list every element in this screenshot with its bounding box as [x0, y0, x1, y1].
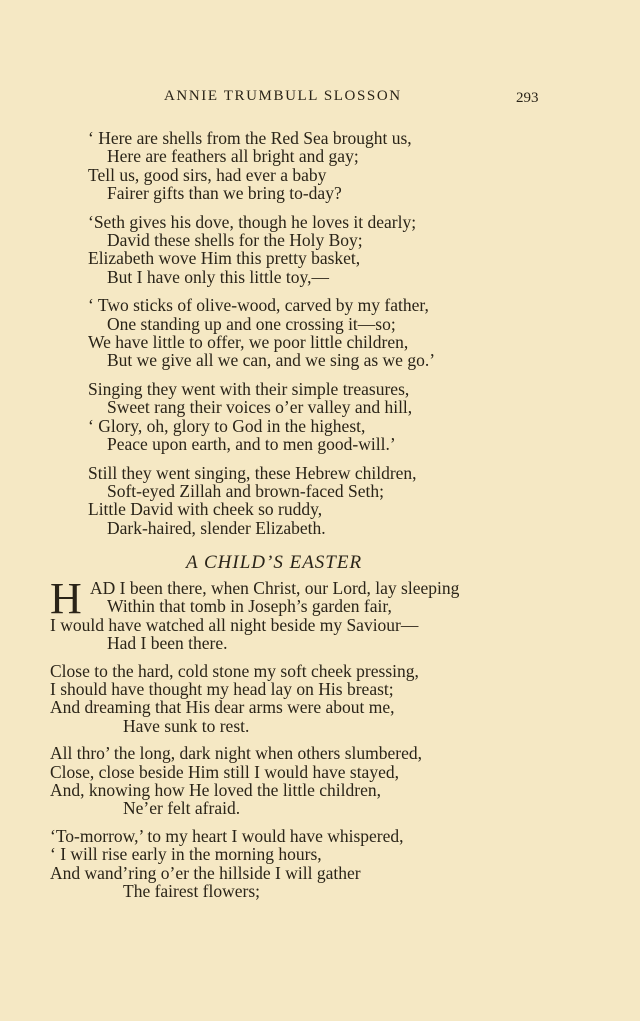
- verse-line: Still they went singing, these Hebrew children,: [88, 462, 417, 483]
- verse-line: Dark-haired, slender Elizabeth.: [107, 517, 326, 538]
- verse-line: Fairer gifts than we bring to-day?: [107, 183, 342, 204]
- verse-line: Have sunk to rest.: [123, 715, 250, 736]
- stanza: [0, 744, 640, 818]
- verse-line: Peace upon earth, and to men good-will.’: [107, 434, 396, 455]
- stanza: [0, 213, 640, 287]
- verse-line: Elizabeth wove Him this pretty basket,: [88, 248, 361, 269]
- stanza: [0, 574, 640, 654]
- verse-line: We have little to offer, we poor little children,: [88, 332, 409, 353]
- stanza: [0, 129, 640, 203]
- stanza: [0, 662, 640, 736]
- verse-line: And dreaming that His dear arms were about me,: [50, 697, 395, 718]
- verse-line: All thro’ the long, dark night when others slumbered,: [50, 743, 422, 764]
- verse-line: ‘ Glory, oh, glory to God in the highest,: [88, 415, 366, 436]
- verse-line: Singing they went with their simple treasures,: [88, 378, 410, 399]
- verse-line: Here are feathers all bright and gay;: [107, 146, 359, 167]
- verse-line: Within that tomb in Joseph’s garden fair,: [107, 596, 392, 617]
- verse-line: Close, close beside Him still I would have stayed,: [50, 761, 399, 782]
- verse-line: Soft-eyed Zillah and brown-faced Seth;: [107, 480, 384, 501]
- verse-line: ‘Seth gives his dove, though he loves it dearly;: [88, 211, 417, 232]
- verse-line: One standing up and one crossing it—so;: [107, 313, 396, 334]
- verse-line: Tell us, good sirs, had ever a baby: [88, 164, 327, 185]
- verse-line: ‘ Two sticks of olive-wood, carved by my father,: [88, 295, 429, 316]
- drop-cap: H: [50, 574, 82, 623]
- verse-line: ‘ Here are shells from the Red Sea brought us,: [88, 128, 412, 148]
- poem-continuation: [0, 129, 640, 547]
- verse-line: ‘ I will rise early in the morning hours,: [50, 844, 322, 865]
- verse-line: David these shells for the Holy Boy;: [107, 230, 363, 251]
- stanza: [0, 464, 640, 538]
- verse-line: Close to the hard, cold stone my soft cheek pressing,: [50, 660, 419, 681]
- verse-line: ‘To-morrow,’ to my heart I would have whispered,: [50, 825, 404, 846]
- stanza: [0, 296, 640, 370]
- verse-line: Sweet rang their voices o’er valley and hill,: [107, 397, 413, 418]
- stanza: [0, 827, 640, 901]
- poem-title: A CHILD’S EASTER: [186, 552, 363, 573]
- verse-line: Had I been there.: [107, 633, 228, 654]
- verse-line: I should have thought my head lay on His breast;: [50, 679, 394, 700]
- verse-line: The fairest flowers;: [123, 881, 261, 902]
- verse-line: But we give all we can, and we sing as we go.’: [107, 350, 436, 371]
- verse-line: Little David with cheek so ruddy,: [88, 499, 323, 520]
- running-head: ANNIE TRUMBULL SLOSSON: [164, 88, 402, 104]
- verse-line-first: AD I been there, when Christ, our Lord, lay sleeping: [90, 578, 460, 598]
- verse-line: And, knowing how He loved the little children,: [50, 780, 381, 801]
- verse-line: And wand’ring o’er the hillside I will gather: [50, 862, 361, 883]
- verse-line: Ne’er felt afraid.: [123, 798, 241, 819]
- verse-line: But I have only this little toy,—: [107, 266, 329, 287]
- page-number: 293: [516, 90, 539, 106]
- stanza: [0, 380, 640, 454]
- verse-line: I would have watched all night beside my Saviour—: [50, 614, 419, 635]
- page-header: [0, 88, 640, 112]
- poem-childs-easter: [0, 574, 640, 910]
